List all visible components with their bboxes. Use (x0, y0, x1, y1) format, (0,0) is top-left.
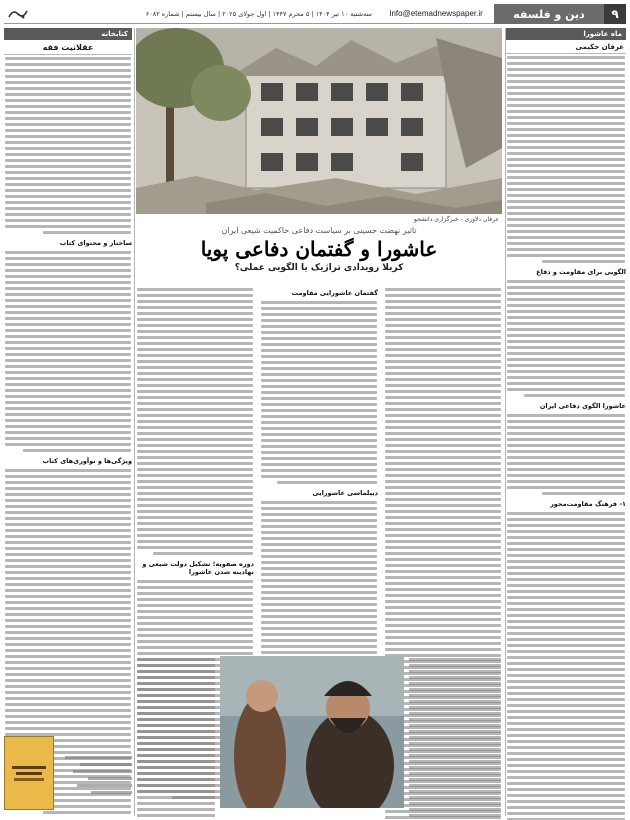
film-still-photo (220, 656, 404, 808)
right-subhead-1: الگویی برای مقاومت و دفاع (536, 268, 626, 276)
right-subhead-2: عاشورا الگوی دفاعی ایران (539, 402, 626, 410)
body-column (136, 286, 254, 654)
right-text-block-3 (506, 412, 626, 497)
page-number: ۹ (604, 4, 626, 24)
headline: عاشورا و گفتمان دفاعی پویا (200, 237, 438, 261)
contact-email[interactable]: Info@etemadnewspaper.ir (378, 4, 494, 24)
main-body-columns (136, 286, 502, 654)
book-cover-image (4, 736, 54, 810)
main-photo-caption: عرفان دلاوری - خبرگزاری دانشجو (414, 216, 499, 223)
section-title: دین و فلسفه (494, 4, 604, 24)
left-column-book-review (4, 28, 132, 816)
left-kicker: کتابخانه (4, 28, 132, 40)
column-divider (505, 28, 506, 816)
body-column (384, 286, 502, 654)
right-column-article (506, 28, 626, 816)
newspaper-logo (4, 4, 32, 24)
right-text-block-1 (506, 54, 626, 265)
lower-right-text (408, 656, 502, 808)
left-text-block-2 (4, 249, 132, 454)
left-subhead-1: ساختار و محتوای کتاب (59, 239, 132, 247)
main-subhead-2: دیپلماسی عاشورایی (312, 489, 378, 497)
main-article (136, 28, 502, 816)
book-details (58, 736, 132, 814)
logo-icon (7, 7, 29, 21)
body-column (260, 286, 378, 654)
right-author: عرفان حکیمی (506, 40, 626, 54)
main-subhead-1: گفتمان عاشورایی مقاومت (291, 289, 378, 297)
headline-block (136, 226, 502, 273)
masthead-bar (4, 4, 626, 24)
subtitle: کربلا رویدادی تراژیک یا الگویی عملی؟ (234, 263, 404, 273)
right-kicker: ماه عاشورا (506, 28, 626, 40)
main-subhead-3: دوره صفویه؛ تشکیل دولت شیعی و نهادینه شدن عاشورا (142, 560, 254, 576)
right-text-block-2 (506, 278, 626, 399)
left-title: عقلانیت فقه (4, 40, 132, 55)
book-box (4, 736, 132, 814)
supertitle: تاثیر نهضت حسینی بر سیاست دفاعی حاکمیت شیعی ایران (221, 226, 417, 235)
left-text-block-1 (4, 55, 132, 236)
right-subhead-3: ۱- فرهنگ مقاومت‌محور (550, 500, 626, 508)
main-photo-damaged-building (136, 28, 502, 214)
date-line: سه‌شنبه ۱۰ تیر ۱۴۰۴ | ۵ محرم ۱۴۴۷ | اول جولای ۲۰۲۵ | سال بیستم | شماره ۶۰۸۲ (32, 4, 378, 24)
column-divider (134, 28, 135, 816)
left-subhead-2: ویژگی‌ها و نوآوری‌های کتاب (42, 457, 132, 465)
right-text-block-4 (506, 510, 626, 820)
lower-left-text (136, 656, 216, 808)
